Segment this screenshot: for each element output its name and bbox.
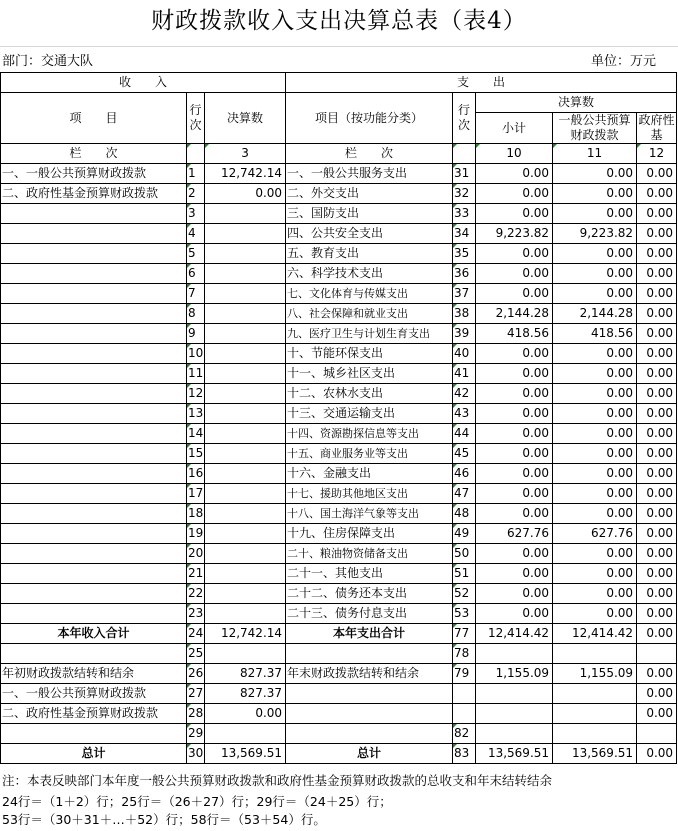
expense-subtotal: 0.00 xyxy=(476,544,553,564)
row27-value: 827.37 xyxy=(205,684,286,704)
report-table xyxy=(0,72,677,764)
expense-subtotal: 0.00 xyxy=(476,384,553,404)
table-row xyxy=(1,304,677,324)
table-row xyxy=(1,464,677,484)
table-row xyxy=(1,284,677,304)
income-header: 收 入 xyxy=(1,73,286,93)
expense-item: 十二、农林水支出 xyxy=(286,384,453,404)
income-item xyxy=(1,584,187,604)
row27-fund: 0.00 xyxy=(637,684,677,704)
expense-item: 十四、资源勘探信息等支出 xyxy=(286,424,453,444)
income-item xyxy=(1,464,187,484)
expense-gov-fund: 0.00 xyxy=(637,604,677,624)
income-line-no: 2 xyxy=(187,184,205,204)
expense-item: 十五、商业服务业等支出 xyxy=(286,444,453,464)
income-item xyxy=(1,364,187,384)
income-item xyxy=(1,524,187,544)
table-row xyxy=(1,344,677,364)
expense-line-no: 41 xyxy=(453,364,476,384)
expense-subtotal: 0.00 xyxy=(476,264,553,284)
expense-item: 八、社会保障和就业支出 xyxy=(286,304,453,324)
page-title: 财政拨款收入支出决算总表（表4） xyxy=(151,8,527,34)
expense-gov-fund: 0.00 xyxy=(637,364,677,384)
income-item xyxy=(1,244,187,264)
income-line-no: 7 xyxy=(187,284,205,304)
income-line-no: 13 xyxy=(187,404,205,424)
grand-total-fund: 0.00 xyxy=(637,744,677,764)
table-row xyxy=(1,604,677,624)
col-index-3: 3 xyxy=(205,144,286,164)
col-index-10: 10 xyxy=(476,144,553,164)
line-28: 28 xyxy=(187,704,205,724)
expense-subtotal: 0.00 xyxy=(476,564,553,584)
row28-label: 二、政府性基金预算财政拨款 xyxy=(1,704,187,724)
income-value xyxy=(205,544,286,564)
grand-total-value: 13,569.51 xyxy=(205,744,286,764)
subtotal-header: 小计 xyxy=(476,113,553,144)
income-line-no: 21 xyxy=(187,564,205,584)
income-line-no: 11 xyxy=(187,364,205,384)
table-row xyxy=(1,164,677,184)
expense-subtotal: 0.00 xyxy=(476,484,553,504)
expense-line-no: 31 xyxy=(453,164,476,184)
income-line-no: 4 xyxy=(187,224,205,244)
expense-gov-fund: 0.00 xyxy=(637,444,677,464)
col-index-label: 栏 次 xyxy=(1,144,187,164)
table-row xyxy=(1,584,677,604)
expense-general-budget: 2,144.28 xyxy=(553,304,637,324)
income-value xyxy=(205,244,286,264)
expense-gov-fund: 0.00 xyxy=(637,464,677,484)
expense-subtotal: 0.00 xyxy=(476,184,553,204)
expense-general-budget: 0.00 xyxy=(553,264,637,284)
income-item xyxy=(1,224,187,244)
income-value xyxy=(205,444,286,464)
expense-general-budget: 0.00 xyxy=(553,584,637,604)
opening-balance-value: 827.37 xyxy=(205,664,286,684)
expense-gov-fund: 0.00 xyxy=(637,324,677,344)
income-value xyxy=(205,284,286,304)
expense-subtotal: 2,144.28 xyxy=(476,304,553,324)
expense-general-budget: 0.00 xyxy=(553,404,637,424)
data-rows xyxy=(1,164,677,624)
col-index-blank-right xyxy=(453,144,476,164)
expense-gov-fund: 0.00 xyxy=(637,424,677,444)
expense-gov-fund: 0.00 xyxy=(637,284,677,304)
expense-gov-fund: 0.00 xyxy=(637,164,677,184)
final-group-header: 决算数 xyxy=(476,93,677,113)
expense-general-budget: 418.56 xyxy=(553,324,637,344)
expense-line-no: 46 xyxy=(453,464,476,484)
income-item xyxy=(1,384,187,404)
income-line-no: 5 xyxy=(187,244,205,264)
income-line-no: 3 xyxy=(187,204,205,224)
expense-item: 十八、国土海洋气象等支出 xyxy=(286,504,453,524)
line-27: 27 xyxy=(187,684,205,704)
table-row xyxy=(1,184,677,204)
expense-line-no: 51 xyxy=(453,564,476,584)
income-item xyxy=(1,604,187,624)
line-no-header: 行次 xyxy=(187,93,205,144)
func-item-header: 项目（按功能分类） xyxy=(286,93,453,144)
income-value xyxy=(205,364,286,384)
income-value xyxy=(205,584,286,604)
expense-subtotal: 0.00 xyxy=(476,344,553,364)
item-header: 项 目 xyxy=(1,93,187,144)
table-row xyxy=(1,364,677,384)
expense-general-budget: 0.00 xyxy=(553,504,637,524)
expense-line-no: 34 xyxy=(453,224,476,244)
income-value xyxy=(205,324,286,344)
closing-balance-general: 1,155.09 xyxy=(553,664,637,684)
expense-general-budget: 0.00 xyxy=(553,424,637,444)
grand-total-label-right: 总计 xyxy=(286,744,453,764)
expense-total-fund: 0.00 xyxy=(637,624,677,644)
table-row xyxy=(1,544,677,564)
expense-subtotal: 0.00 xyxy=(476,604,553,624)
expense-line-no: 52 xyxy=(453,584,476,604)
expense-gov-fund: 0.00 xyxy=(637,384,677,404)
income-value xyxy=(205,264,286,284)
expense-general-budget: 0.00 xyxy=(553,284,637,304)
final-amount-header: 决算数 xyxy=(205,93,286,144)
expense-item: 二十一、其他支出 xyxy=(286,564,453,584)
expense-line-no: 42 xyxy=(453,384,476,404)
income-item xyxy=(1,564,187,584)
expense-item: 十七、援助其他地区支出 xyxy=(286,484,453,504)
expense-gov-fund: 0.00 xyxy=(637,204,677,224)
expense-item: 十三、交通运输支出 xyxy=(286,404,453,424)
line-83: 83 xyxy=(453,744,476,764)
expense-gov-fund: 0.00 xyxy=(637,404,677,424)
income-item xyxy=(1,344,187,364)
income-item: 二、政府性基金预算财政拨款 xyxy=(1,184,187,204)
expense-subtotal: 0.00 xyxy=(476,244,553,264)
expense-line-no: 36 xyxy=(453,264,476,284)
col-index-label-right: 栏 次 xyxy=(286,144,453,164)
table-row xyxy=(1,384,677,404)
expense-gov-fund: 0.00 xyxy=(637,304,677,324)
unit-label: 单位：万元 xyxy=(590,54,656,69)
footnote-3: 53行＝（30＋31＋…＋52）行；58行＝（53＋54）行。 xyxy=(2,812,326,827)
income-line-no: 18 xyxy=(187,504,205,524)
col-index-12: 12 xyxy=(637,144,677,164)
department-label: 部门：交通大队 xyxy=(2,54,94,69)
expense-general-budget: 0.00 xyxy=(553,164,637,184)
expense-gov-fund: 0.00 xyxy=(637,524,677,544)
general-budget-header: 一般公共预算财政拨款 xyxy=(553,113,637,144)
closing-balance-fund: 0.00 xyxy=(637,664,677,684)
expense-line-no: 40 xyxy=(453,344,476,364)
expense-gov-fund: 0.00 xyxy=(637,504,677,524)
expense-header: 支 出 xyxy=(286,73,677,93)
expense-item: 六、科学技术支出 xyxy=(286,264,453,284)
income-total-value: 12,742.14 xyxy=(205,624,286,644)
table-row xyxy=(1,404,677,424)
income-value xyxy=(205,504,286,524)
expense-item: 十六、金融支出 xyxy=(286,464,453,484)
expense-item: 十一、城乡社区支出 xyxy=(286,364,453,384)
line-29: 29 xyxy=(187,724,205,744)
line-78: 78 xyxy=(453,644,476,664)
expense-general-budget: 0.00 xyxy=(553,344,637,364)
income-value xyxy=(205,204,286,224)
expense-line-no: 37 xyxy=(453,284,476,304)
expense-subtotal: 0.00 xyxy=(476,584,553,604)
expense-subtotal: 0.00 xyxy=(476,504,553,524)
expense-subtotal: 0.00 xyxy=(476,444,553,464)
row28-value: 0.00 xyxy=(205,704,286,724)
expense-general-budget: 0.00 xyxy=(553,444,637,464)
expense-line-no: 32 xyxy=(453,184,476,204)
income-line-no: 10 xyxy=(187,344,205,364)
expense-general-budget: 0.00 xyxy=(553,204,637,224)
grand-total-label: 总计 xyxy=(1,744,187,764)
expense-subtotal: 627.76 xyxy=(476,524,553,544)
expense-item: 七、文化体育与传媒支出 xyxy=(286,284,453,304)
income-line-no: 12 xyxy=(187,384,205,404)
income-line-no: 16 xyxy=(187,464,205,484)
income-item xyxy=(1,504,187,524)
income-total-line: 24 xyxy=(187,624,205,644)
expense-item: 十九、住房保障支出 xyxy=(286,524,453,544)
expense-line-no: 45 xyxy=(453,444,476,464)
row28-fund: 0.00 xyxy=(637,704,677,724)
income-value xyxy=(205,384,286,404)
expense-subtotal: 418.56 xyxy=(476,324,553,344)
expense-total-subtotal: 12,414.42 xyxy=(476,624,553,644)
expense-item: 十、节能环保支出 xyxy=(286,344,453,364)
col-index-blank xyxy=(187,144,205,164)
expense-item: 一、一般公共服务支出 xyxy=(286,164,453,184)
expense-line-no: 35 xyxy=(453,244,476,264)
expense-subtotal: 0.00 xyxy=(476,284,553,304)
line-79: 79 xyxy=(453,664,476,684)
expense-general-budget: 0.00 xyxy=(553,564,637,584)
expense-total-general: 12,414.42 xyxy=(553,624,637,644)
income-value xyxy=(205,344,286,364)
income-value xyxy=(205,404,286,424)
expense-item: 三、国防支出 xyxy=(286,204,453,224)
table-row xyxy=(1,444,677,464)
table-row xyxy=(1,424,677,444)
income-line-no: 19 xyxy=(187,524,205,544)
expense-subtotal: 0.00 xyxy=(476,404,553,424)
expense-line-no: 33 xyxy=(453,204,476,224)
expense-general-budget: 0.00 xyxy=(553,604,637,624)
income-value xyxy=(205,564,286,584)
expense-total-label: 本年支出合计 xyxy=(286,624,453,644)
expense-item: 五、教育支出 xyxy=(286,244,453,264)
expense-line-no: 48 xyxy=(453,504,476,524)
income-value: 0.00 xyxy=(205,184,286,204)
income-line-no: 1 xyxy=(187,164,205,184)
expense-general-budget: 627.76 xyxy=(553,524,637,544)
line-no-header-right: 行次 xyxy=(453,93,476,144)
income-line-no: 14 xyxy=(187,424,205,444)
income-item: 一、一般公共预算财政拨款 xyxy=(1,164,187,184)
income-value xyxy=(205,464,286,484)
opening-balance-label: 年初财政拨款结转和结余 xyxy=(1,664,187,684)
expense-total-line: 77 xyxy=(453,624,476,644)
expense-gov-fund: 0.00 xyxy=(637,484,677,504)
income-value xyxy=(205,224,286,244)
table-row xyxy=(1,224,677,244)
expense-subtotal: 0.00 xyxy=(476,164,553,184)
income-item xyxy=(1,324,187,344)
table-row xyxy=(1,244,677,264)
expense-subtotal: 0.00 xyxy=(476,364,553,384)
col-index-11: 11 xyxy=(553,144,637,164)
income-line-no: 8 xyxy=(187,304,205,324)
expense-gov-fund: 0.00 xyxy=(637,244,677,264)
income-line-no: 15 xyxy=(187,444,205,464)
expense-line-no: 44 xyxy=(453,424,476,444)
income-item xyxy=(1,444,187,464)
income-line-no: 17 xyxy=(187,484,205,504)
gov-fund-header: 政府性基 xyxy=(637,113,677,144)
income-item xyxy=(1,204,187,224)
expense-item: 二十二、债务还本支出 xyxy=(286,584,453,604)
income-value xyxy=(205,424,286,444)
line-26: 26 xyxy=(187,664,205,684)
row27-label: 一、一般公共预算财政拨款 xyxy=(1,684,187,704)
table-row xyxy=(1,264,677,284)
expense-general-budget: 9,223.82 xyxy=(553,224,637,244)
expense-line-no: 43 xyxy=(453,404,476,424)
income-value xyxy=(205,484,286,504)
expense-line-no: 53 xyxy=(453,604,476,624)
income-value xyxy=(205,524,286,544)
line-30: 30 xyxy=(187,744,205,764)
income-item xyxy=(1,284,187,304)
table-row xyxy=(1,564,677,584)
expense-line-no: 49 xyxy=(453,524,476,544)
income-value: 12,742.14 xyxy=(205,164,286,184)
expense-gov-fund: 0.00 xyxy=(637,344,677,364)
income-value xyxy=(205,304,286,324)
expense-subtotal: 0.00 xyxy=(476,464,553,484)
income-line-no: 20 xyxy=(187,544,205,564)
expense-item: 二、外交支出 xyxy=(286,184,453,204)
expense-subtotal: 9,223.82 xyxy=(476,224,553,244)
income-line-no: 9 xyxy=(187,324,205,344)
table-row xyxy=(1,204,677,224)
expense-item: 九、医疗卫生与计划生育支出 xyxy=(286,324,453,344)
grand-total-general: 13,569.51 xyxy=(553,744,637,764)
income-item xyxy=(1,304,187,324)
income-item xyxy=(1,264,187,284)
sheet-gridline xyxy=(0,46,678,47)
expense-gov-fund: 0.00 xyxy=(637,564,677,584)
expense-general-budget: 0.00 xyxy=(553,544,637,564)
expense-gov-fund: 0.00 xyxy=(637,584,677,604)
income-item xyxy=(1,424,187,444)
income-line-no: 22 xyxy=(187,584,205,604)
expense-item: 二十、粮油物资储备支出 xyxy=(286,544,453,564)
table-row xyxy=(1,504,677,524)
table-row xyxy=(1,524,677,544)
expense-general-budget: 0.00 xyxy=(553,464,637,484)
expense-gov-fund: 0.00 xyxy=(637,544,677,564)
expense-general-budget: 0.00 xyxy=(553,364,637,384)
expense-gov-fund: 0.00 xyxy=(637,264,677,284)
expense-general-budget: 0.00 xyxy=(553,184,637,204)
income-item xyxy=(1,484,187,504)
expense-gov-fund: 0.00 xyxy=(637,184,677,204)
income-total-label: 本年收入合计 xyxy=(1,624,187,644)
expense-line-no: 47 xyxy=(453,484,476,504)
income-line-no: 23 xyxy=(187,604,205,624)
table-row xyxy=(1,324,677,344)
income-item xyxy=(1,544,187,564)
expense-line-no: 39 xyxy=(453,324,476,344)
expense-gov-fund: 0.00 xyxy=(637,224,677,244)
expense-item: 四、公共安全支出 xyxy=(286,224,453,244)
expense-line-no: 38 xyxy=(453,304,476,324)
footnote-1: 注：本表反映部门本年度一般公共预算财政拨款和政府性基金预算财政拨款的总收支和年末结转结余 xyxy=(2,773,553,788)
expense-general-budget: 0.00 xyxy=(553,484,637,504)
line-82: 82 xyxy=(453,724,476,744)
expense-line-no: 50 xyxy=(453,544,476,564)
expense-general-budget: 0.00 xyxy=(553,244,637,264)
expense-subtotal: 0.00 xyxy=(476,204,553,224)
expense-general-budget: 0.00 xyxy=(553,384,637,404)
closing-balance-label: 年末财政拨款结转和结余 xyxy=(286,664,453,684)
expense-subtotal: 0.00 xyxy=(476,424,553,444)
table-row xyxy=(1,484,677,504)
closing-balance-subtotal: 1,155.09 xyxy=(476,664,553,684)
income-line-no: 6 xyxy=(187,264,205,284)
footnote-2: 24行＝（1＋2）行；25行＝（26＋27）行；29行＝（24＋25）行； xyxy=(2,794,392,809)
income-item xyxy=(1,404,187,424)
grand-total-subtotal: 13,569.51 xyxy=(476,744,553,764)
line-25: 25 xyxy=(187,644,205,664)
income-value xyxy=(205,604,286,624)
expense-item: 二十三、债务付息支出 xyxy=(286,604,453,624)
